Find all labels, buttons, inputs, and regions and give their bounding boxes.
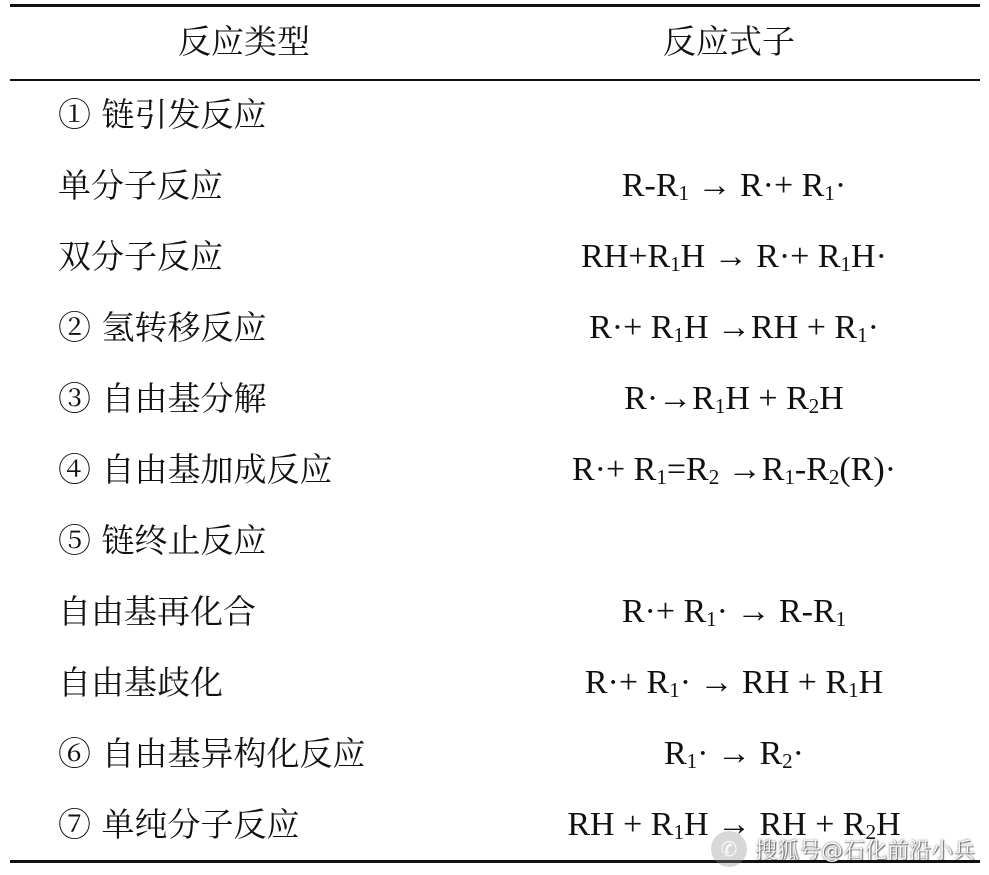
table-row — [0, 724, 989, 784]
reaction-formula: $R\cdot\to R_1H + R_2H$ — [624, 380, 844, 418]
watermark — [711, 829, 975, 869]
table-row — [0, 511, 989, 571]
table-header-rule — [10, 79, 980, 81]
reaction-formula: $R\cdot+ R_1=R_2 \to R_1-R_2(R)\cdot$ — [571, 451, 897, 489]
reaction-formula: $R\cdot+ R_1\cdot \to R-R_1$ — [621, 593, 847, 631]
reaction-formula: $RH+R_1H \to R\cdot+ R_1H\cdot$ — [581, 238, 887, 276]
reaction-formula: $R_1\cdot \to R_2\cdot$ — [663, 735, 804, 773]
reaction-type: 自由基再化合 — [58, 592, 256, 631]
reaction-type: ④ 自由基加成反应 — [58, 450, 333, 489]
reaction-formula: $R-R_1 \to R\cdot+ R_1\cdot$ — [621, 167, 847, 205]
reaction-type: ② 氢转移反应 — [58, 308, 267, 347]
table-row — [0, 440, 989, 500]
reaction-formula: $R\cdot+ R_1\cdot$ → RH + $R_1H$ — [584, 664, 884, 702]
reaction-type: ③ 自由基分解 — [58, 379, 267, 418]
reaction-type: ① 链引发反应 — [58, 95, 267, 134]
table-top-rule — [10, 4, 980, 7]
table-row — [0, 369, 989, 429]
header-reaction-formula: 反应式子 — [663, 22, 795, 61]
reaction-formula: $R\cdot+ R_1H \to RH + R_1\cdot$ — [589, 309, 879, 347]
reaction-type: ⑦ 单纯分子反应 — [58, 805, 300, 844]
reaction-type: 自由基歧化 — [58, 663, 223, 702]
table-row — [0, 582, 989, 642]
watermark-text: 搜狐号@石化前沿小兵 — [754, 838, 975, 864]
table-row — [0, 227, 989, 287]
reaction-formula: RH + $R_1H$ → RH + $R_2H$ — [567, 806, 901, 844]
table-row — [0, 653, 989, 713]
table-row — [0, 85, 989, 145]
header-reaction-type: 反应类型 — [178, 22, 310, 61]
table-row — [0, 298, 989, 358]
reaction-type: 双分子反应 — [58, 237, 223, 276]
reaction-type: ⑥ 自由基异构化反应 — [58, 734, 366, 773]
reaction-formula — [497, 85, 971, 145]
reaction-type: ⑤ 链终止反应 — [58, 521, 267, 560]
reaction-formula — [497, 511, 971, 571]
wechat-icon: ✆ — [711, 831, 747, 867]
table-row — [0, 156, 989, 216]
reaction-type: 单分子反应 — [58, 166, 223, 205]
